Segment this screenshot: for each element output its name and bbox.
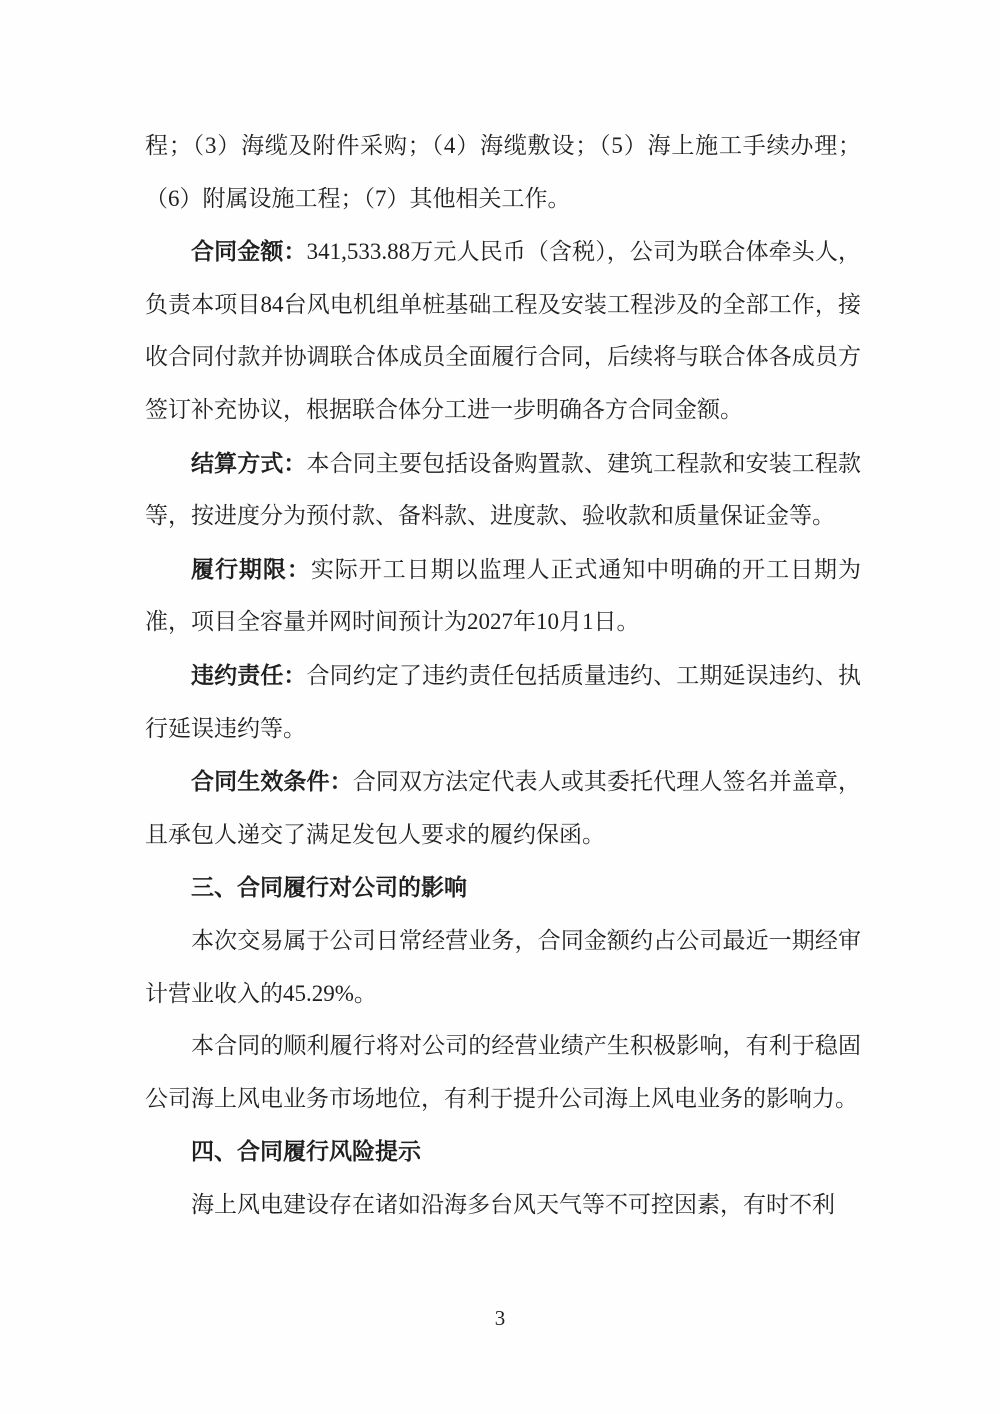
- paragraph-contract-effective-conditions: [145, 755, 861, 861]
- bold-label-run: 三、合同履行对公司的影响: [191, 874, 467, 901]
- text-run: 341,533.88万元人民币（含税），公司为联合体牵头人，负责本项目84台风电机组单桩基础工程及安装工程涉及的全部工作，接收合同付款并协调联合体成员全面履行合同，后续将与联合体各成员方签订补充协议，根据联合体分工进一步明确各方合同金额。: [145, 239, 862, 422]
- bold-label-run: 违约责任：: [191, 661, 307, 688]
- text-run: 本合同主要包括设备购置款、建筑工程款和安装工程款等，按进度分为预付款、备料款、进度款、验收款和质量保证金等。: [145, 450, 862, 529]
- paragraph-impact-paragraph-1: [145, 915, 861, 1020]
- text-run: 程；（3）海缆及附件采购；（4）海缆敷设；（5）海上施工手续办理；（6）附属设施工程；（7）其他相关工作。: [145, 133, 861, 211]
- text-run: 海上风电建设存在诸如沿海多台风天气等不可控因素，有时不利: [191, 1191, 835, 1217]
- text-run: 本合同的顺利履行将对公司的经营业绩产生积极影响，有利于稳固公司海上风电业务市场地位，有利于提升公司海上风电业务的影响力。: [145, 1033, 861, 1111]
- page-number: 3: [494, 1306, 506, 1330]
- text-run: 合同双方法定代表人或其委托代理人签名并盖章，且承包人递交了满足发包人要求的履约保函。: [145, 769, 862, 847]
- bold-label-run: 合同金额：: [191, 238, 307, 265]
- bold-label-run: 履行期限：: [191, 555, 311, 582]
- paragraph-risk-paragraph-1: [145, 1179, 861, 1232]
- bold-label-run: 结算方式：: [191, 449, 307, 476]
- paragraph-breach-liability: [145, 649, 861, 755]
- paragraph-scope-of-work-continued: [145, 120, 861, 225]
- paragraph-settlement-method: [145, 437, 861, 543]
- paragraph-performance-period: [145, 543, 861, 649]
- paragraph-section-4-heading: [145, 1125, 861, 1179]
- paragraph-contract-amount: [145, 225, 861, 436]
- text-run: 实际开工日期以监理人正式通知中明确的开工日期为准，项目全容量并网时间预计为2027年10月1日。: [145, 556, 862, 635]
- bold-label-run: 合同生效条件：: [191, 768, 353, 795]
- paragraph-impact-paragraph-2: [145, 1020, 861, 1125]
- bold-label-run: 四、合同履行风险提示: [191, 1138, 421, 1165]
- paragraph-section-3-heading: [145, 861, 861, 915]
- document-body: [145, 120, 861, 1231]
- text-run: 合同约定了违约责任包括质量违约、工期延误违约、执行延误违约等。: [145, 662, 862, 741]
- text-run: 本次交易属于公司日常经营业务，合同金额约占公司最近一期经审计营业收入的45.29%。: [145, 927, 861, 1006]
